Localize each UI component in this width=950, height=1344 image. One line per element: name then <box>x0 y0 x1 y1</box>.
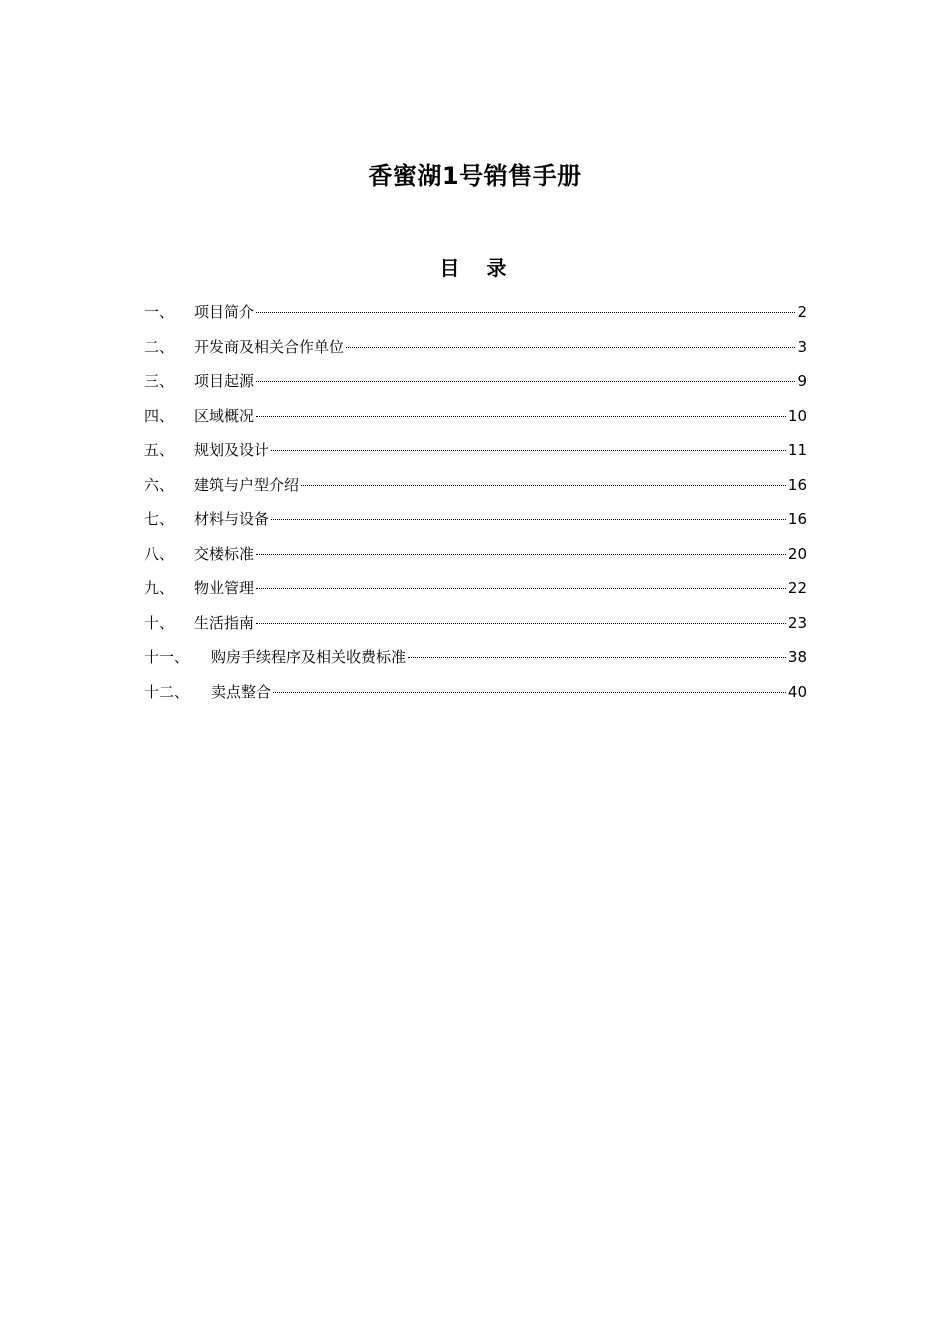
toc-entry-page: 2 <box>797 303 807 321</box>
toc-entry-title: 项目简介 <box>194 303 255 321</box>
toc-entry-number: 四、 <box>144 406 175 425</box>
toc-entry[interactable] <box>144 507 807 542</box>
toc-entry-page: 40 <box>787 682 807 701</box>
toc-entry-title: 区域概况 <box>194 406 255 425</box>
toc-entry-title: 建筑与户型介绍 <box>194 475 300 494</box>
toc-entry[interactable] <box>144 542 807 577</box>
toc-entry-number: 三、 <box>144 372 175 390</box>
toc-entry-page: 23 <box>787 613 807 632</box>
toc-dot-leader <box>271 450 786 451</box>
toc-entry-title: 生活指南 <box>194 613 255 632</box>
toc-entry[interactable] <box>144 473 807 508</box>
toc-entry-page: 16 <box>787 475 807 494</box>
toc-entry-title: 项目起源 <box>194 372 255 390</box>
toc-entry-number: 八、 <box>144 544 175 563</box>
toc-entry-page: 38 <box>787 648 807 666</box>
toc-entry-title: 开发商及相关合作单位 <box>194 337 345 356</box>
toc-dot-leader <box>301 485 786 486</box>
toc-entry-page: 9 <box>797 372 807 390</box>
toc-dot-leader <box>256 588 786 589</box>
toc-dot-leader <box>256 416 786 417</box>
toc-entry-number: 二、 <box>144 337 175 356</box>
toc-entry-page: 16 <box>787 510 807 528</box>
toc-entry[interactable] <box>144 611 807 646</box>
toc-dot-leader <box>273 692 786 693</box>
document-title: 香蜜湖1号销售手册 <box>368 162 582 190</box>
toc-entry[interactable] <box>144 300 807 335</box>
toc-entry-title: 物业管理 <box>194 579 255 597</box>
toc-entry-number: 六、 <box>144 475 175 494</box>
toc-entry-number: 九、 <box>144 579 175 597</box>
toc-entry[interactable] <box>144 645 807 680</box>
toc-dot-leader <box>346 347 795 348</box>
toc-dot-leader <box>256 554 786 555</box>
toc-entry-number: 十、 <box>144 613 175 632</box>
toc-entry[interactable] <box>144 438 807 473</box>
toc-dot-leader <box>256 381 795 382</box>
toc-entry-number: 五、 <box>144 441 175 459</box>
toc-entry-title: 购房手续程序及相关收费标准 <box>211 648 407 666</box>
toc-entry-number: 一、 <box>144 303 175 321</box>
toc-entry-number: 十一、 <box>144 648 190 666</box>
toc-entry-title: 交楼标准 <box>194 544 255 563</box>
toc-entry-page: 10 <box>787 406 807 425</box>
toc-entry-title: 材料与设备 <box>194 510 270 528</box>
toc-dot-leader <box>256 623 786 624</box>
toc-entry-number: 十二、 <box>144 682 190 701</box>
table-of-contents <box>144 300 807 714</box>
toc-entry-number: 七、 <box>144 510 175 528</box>
toc-entry-title: 卖点整合 <box>211 682 272 701</box>
toc-entry-title: 规划及设计 <box>194 441 270 459</box>
toc-entry[interactable] <box>144 369 807 404</box>
toc-entry[interactable] <box>144 680 807 715</box>
toc-dot-leader <box>408 657 786 658</box>
toc-entry-page: 3 <box>797 337 807 356</box>
toc-dot-leader <box>271 519 786 520</box>
toc-dot-leader <box>256 312 795 313</box>
toc-entry-page: 11 <box>787 441 807 459</box>
toc-entry[interactable] <box>144 335 807 370</box>
toc-entry-page: 22 <box>787 579 807 597</box>
toc-entry[interactable] <box>144 404 807 439</box>
toc-entry[interactable] <box>144 576 807 611</box>
toc-entry-page: 20 <box>787 544 807 563</box>
toc-heading: 目 录 <box>439 256 517 280</box>
